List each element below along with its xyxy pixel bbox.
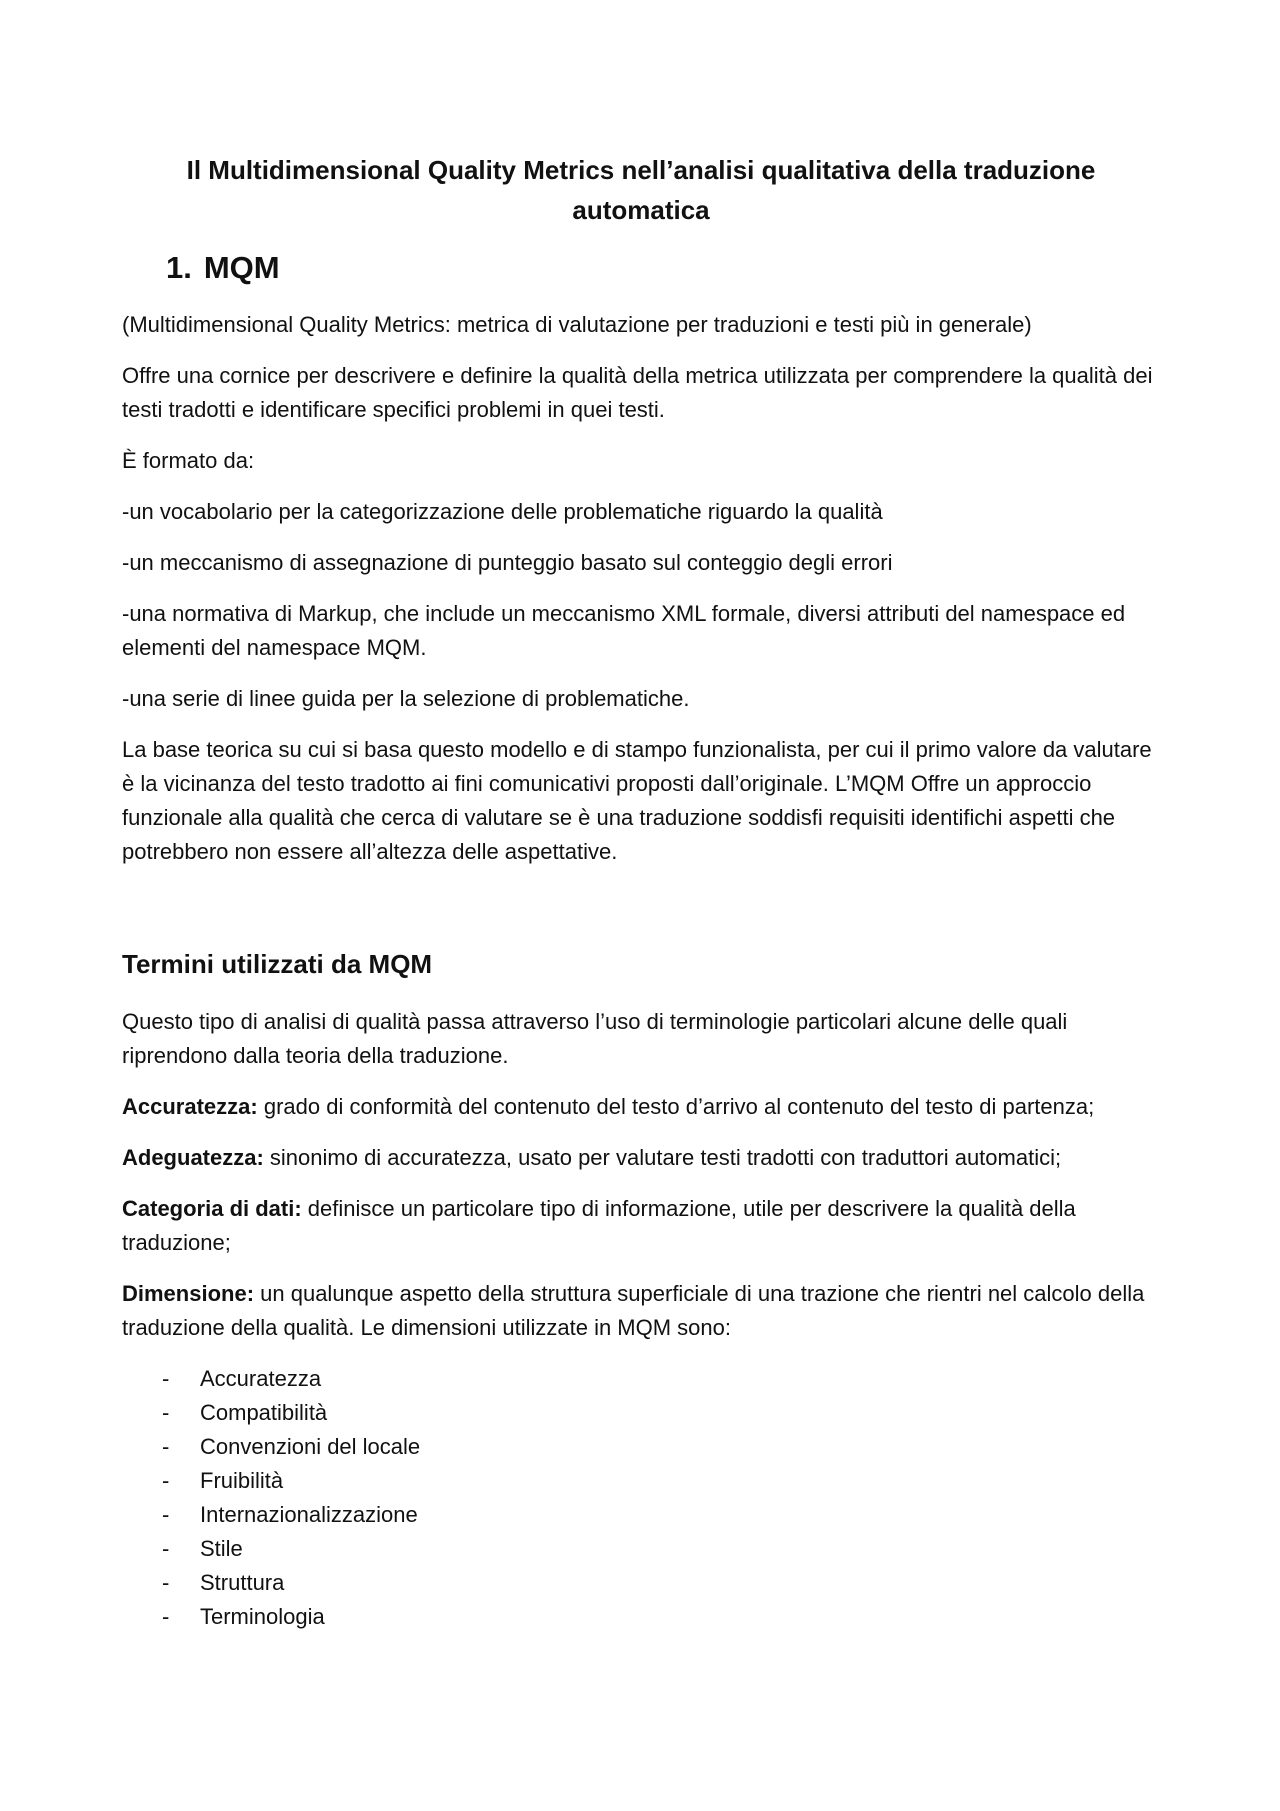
term-definition: grado di conformità del contenuto del testo d’arrivo al contenuto del testo di partenza; <box>257 1094 1095 1119</box>
list-item-text: Stile <box>200 1536 243 1561</box>
list-item-text: Fruibilità <box>200 1468 284 1493</box>
list-item <box>162 1430 1160 1464</box>
list-item <box>162 1532 1160 1566</box>
list-marker: - <box>162 1502 170 1527</box>
list-marker: - <box>162 1434 170 1459</box>
term-label: Categoria di dati: <box>122 1196 302 1221</box>
subheading-terms: Termini utilizzati da MQM <box>122 949 433 979</box>
term-dimensione <box>122 1277 1160 1345</box>
composition-item-markup: -una normativa di Markup, che include un meccanismo XML formale, diversi attributi del namespace ed elementi del namespace MQM. <box>122 601 1126 660</box>
list-marker: - <box>162 1468 170 1493</box>
list-item <box>162 1464 1160 1498</box>
list-marker: - <box>162 1366 170 1391</box>
paragraph-terms-intro: Questo tipo di analisi di qualità passa attraverso l’uso di terminologie particolari alcune delle quali riprendono dalla teoria della traduzione. <box>122 1009 1068 1068</box>
list-marker: - <box>162 1570 170 1595</box>
term-accuratezza <box>122 1090 1160 1124</box>
list-item-text: Terminologia <box>200 1604 325 1629</box>
list-item-text: Internazionalizzazione <box>200 1502 418 1527</box>
list-item-text: Struttura <box>200 1570 285 1595</box>
composition-item-guidelines: -una serie di linee guida per la selezione di problematiche. <box>122 686 690 711</box>
list-item-text: Accuratezza <box>200 1366 322 1391</box>
list-item <box>162 1600 1160 1634</box>
term-definition: un qualunque aspetto della struttura superficiale di una trazione che rientri nel calcolo della traduzione della qualità. Le dimensioni utilizzate in MQM sono: <box>122 1281 1145 1340</box>
term-categoria-di-dati <box>122 1192 1160 1260</box>
paragraph-purpose: Offre una cornice per descrivere e definire la qualità della metrica utilizzata per comprendere la qualità dei testi tradotti e identificare specifici problemi in quei testi. <box>122 363 1153 422</box>
term-label: Accuratezza: <box>122 1094 258 1119</box>
list-item <box>162 1566 1160 1600</box>
term-definition: definisce un particolare tipo di informazione, utile per descrivere la qualità della traduzione; <box>122 1196 1076 1255</box>
section-heading-mqm <box>166 250 1160 286</box>
term-adeguatezza <box>122 1141 1160 1175</box>
section-number: 1. <box>166 250 192 285</box>
list-marker: - <box>162 1604 170 1629</box>
list-marker: - <box>162 1536 170 1561</box>
paragraph-composition: È formato da: <box>122 448 255 473</box>
paragraph-theory: La base teorica su cui si basa questo modello e di stampo funzionalista, per cui il primo valore da valutare è la vicinanza del testo tradotto ai fini comunicativi proposti dall’originale. L’MQM Offre un approccio funzionale alla qualità che cerca di valutare se è una traduzione soddisfi requisiti identifichi aspetti che potrebbero non essere all’altezza delle aspettative. <box>122 737 1152 864</box>
term-label: Dimensione: <box>122 1281 255 1306</box>
dimensions-list <box>122 1362 1160 1634</box>
list-item <box>162 1362 1160 1396</box>
composition-item-scoring: -un meccanismo di assegnazione di punteggio basato sul conteggio degli errori <box>122 550 893 575</box>
term-definition: sinonimo di accuratezza, usato per valutare testi tradotti con traduttori automatici; <box>263 1145 1062 1170</box>
document-title: Il Multidimensional Quality Metrics nell’analisi qualitativa della traduzione automatica <box>186 155 1096 225</box>
list-item-text: Convenzioni del locale <box>200 1434 421 1459</box>
section-title: MQM <box>203 250 280 285</box>
list-item <box>162 1498 1160 1532</box>
paragraph-definition: (Multidimensional Quality Metrics: metrica di valutazione per traduzioni e testi più in generale) <box>122 312 1032 337</box>
list-item-text: Compatibilità <box>200 1400 328 1425</box>
list-marker: - <box>162 1400 170 1425</box>
term-label: Adeguatezza: <box>122 1145 264 1170</box>
composition-item-vocabulary: -un vocabolario per la categorizzazione delle problematiche riguardo la qualità <box>122 499 883 524</box>
list-item <box>162 1396 1160 1430</box>
